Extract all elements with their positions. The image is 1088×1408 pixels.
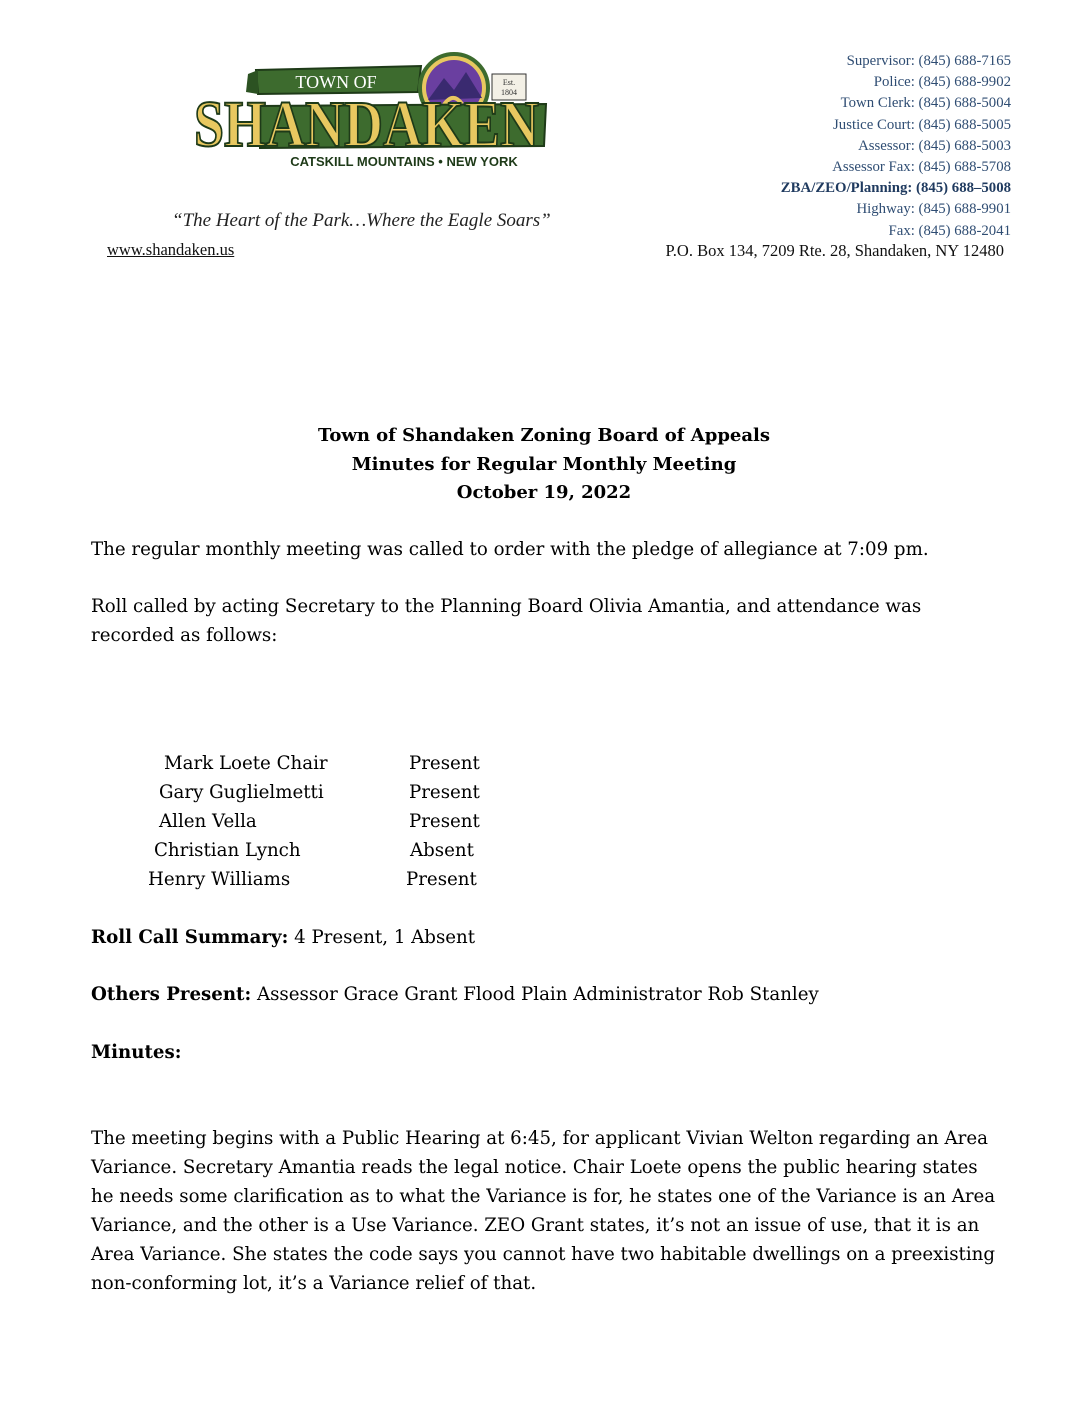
others-text: Assessor Grace Grant Flood Plain Administrator Rob Stanley xyxy=(251,984,819,1005)
paragraph-roll-call: Roll called by acting Secretary to the Planning Board Olivia Amantia, and attendance was recorded as follows: xyxy=(91,596,922,646)
minutes-label: Minutes: xyxy=(91,1042,182,1063)
document-title xyxy=(0,422,1088,508)
member-status: Present xyxy=(409,753,480,774)
contact-zba-zeo-planning: ZBA/ZEO/Planning: (845) 688–5008 xyxy=(780,180,1011,197)
roll-call-summary xyxy=(91,923,996,952)
contact-supervisor: Supervisor: (845) 688-7165 xyxy=(846,53,1011,69)
member-name: Henry Williams xyxy=(148,869,291,890)
logo-est-year: 1804 xyxy=(501,88,517,97)
tagline: “The Heart of the Park…Where the Eagle Soars” xyxy=(172,210,551,231)
contact-assessor-fax: Assessor Fax: (845) 688-5708 xyxy=(832,159,1011,176)
title-line-2: Minutes for Regular Monthly Meeting xyxy=(351,453,737,475)
contact-list xyxy=(781,51,1011,242)
summary-text: 4 Present, 1 Absent xyxy=(288,927,476,948)
member-name: Christian Lynch xyxy=(154,840,301,861)
contact-police: Police: (845) 688-9902 xyxy=(873,74,1011,91)
summary-label: Roll Call Summary: xyxy=(91,927,289,948)
member-name: Allen Vella xyxy=(159,811,257,832)
logo-est-label: Est. xyxy=(502,78,516,87)
member-status: Present xyxy=(406,869,477,890)
paragraph-call-to-order: The regular monthly meeting was called to order with the pledge of allegiance at 7:09 pm. xyxy=(91,539,929,560)
logo-wordmark: SHANDAKEN xyxy=(194,88,539,161)
member-status: Present xyxy=(409,782,480,803)
website-link[interactable]: www.shandaken.us xyxy=(107,240,235,259)
title-line-1: Town of Shandaken Zoning Board of Appeals xyxy=(317,425,771,446)
logo-banner-text: TOWN OF xyxy=(295,72,377,92)
contact-assessor: Assessor: (845) 688-5003 xyxy=(858,137,1011,154)
paragraph-public-hearing: The meeting begins with a Public Hearing at 6:45, for applicant Vivian Welton regarding an Area Variance. Secretary Amantia reads the legal notice. Chair Loete opens the public hearing states he needs some clarification as to what the Variance is for, he states one of the Variance is an Area Variance, and the other is a Use Variance. ZEO Grant states, it’s not an issue of use, that it is an Area Variance. She states the code says you cannot have two habitable dwellings on a preexisting non-conforming lot, it’s a Variance relief of that. xyxy=(91,1128,996,1294)
minutes-heading xyxy=(91,1038,996,1067)
mailing-address: P.O. Box 134, 7209 Rte. 28, Shandaken, NY 12480 xyxy=(665,241,1004,260)
town-logo xyxy=(186,48,554,180)
others-label: Others Present: xyxy=(91,984,252,1005)
contact-fax: Fax: (845) 688-2041 xyxy=(888,222,1011,239)
member-status: Absent xyxy=(410,840,474,861)
logo-subtitle: CATSKILL MOUNTAINS • NEW YORK xyxy=(290,154,518,169)
contact-justice-court: Justice Court: (845) 688-5005 xyxy=(833,116,1011,133)
member-status: Present xyxy=(409,811,480,832)
contact-highway: Highway: (845) 688-9901 xyxy=(856,201,1011,218)
others-present xyxy=(91,980,996,1009)
contact-town-clerk: Town Clerk: (845) 688-5004 xyxy=(840,95,1011,112)
member-name: Gary Guglielmetti xyxy=(159,782,324,803)
member-name: Mark Loete Chair xyxy=(164,753,328,774)
title-line-3: October 19, 2022 xyxy=(456,482,632,503)
